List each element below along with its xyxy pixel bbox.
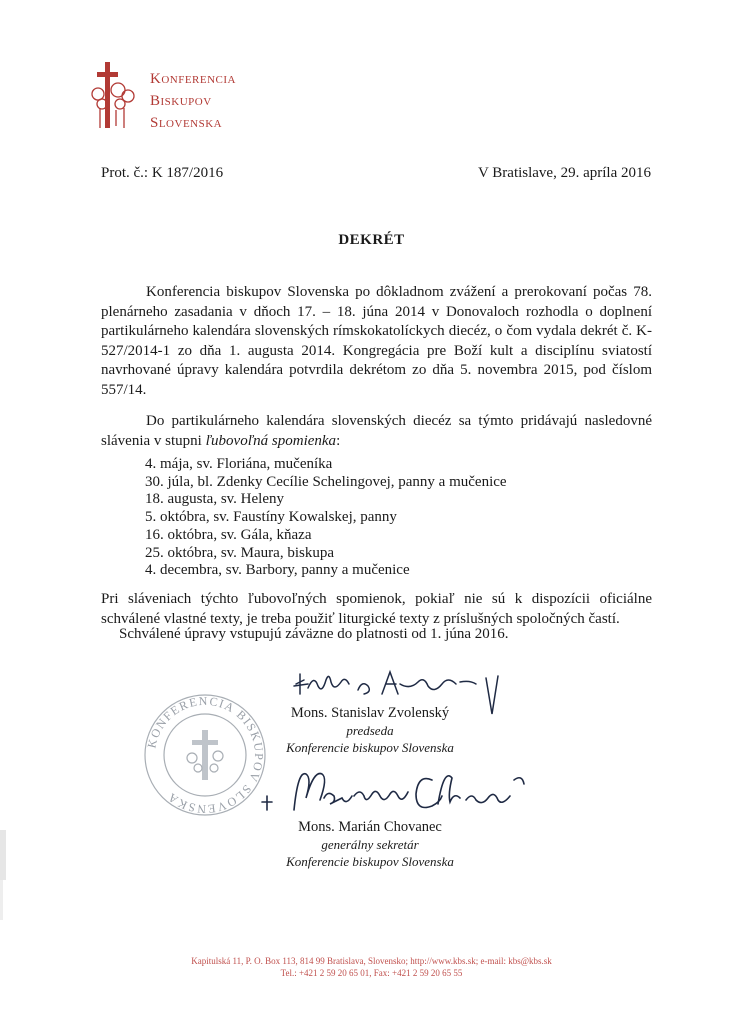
cross-tree-icon: [88, 60, 148, 140]
org-name-line3: Slovenska: [150, 115, 223, 131]
place-date: V Bratislave, 29. apríla 2016: [477, 165, 651, 181]
signatory-role: generálny sekretár: [321, 837, 419, 852]
official-seal: [140, 690, 270, 820]
list-item: 4. decembra, sv. Barbory, panny a mučenice: [145, 562, 410, 579]
signatory-org: Konferencie biskupov Slovenska: [286, 740, 454, 755]
list-item: 25. októbra, sv. Maura, biskupa: [145, 544, 334, 561]
scan-edge-artifact: [0, 880, 3, 920]
signatory-name: Mons. Marián Chovanec: [298, 819, 442, 835]
organization-logo: [88, 60, 258, 140]
list-item: 16. októbra, sv. Gála, kňaza: [145, 526, 312, 543]
celebrations-list: [145, 456, 507, 580]
footer-phone: Tel.: +421 2 59 20 65 01, Fax: +421 2 59 20 65 55: [280, 968, 463, 978]
paragraph-2-suffix: :: [336, 432, 341, 449]
scan-edge-artifact: [0, 830, 6, 880]
signatory-1: [285, 705, 455, 756]
org-name-line2: Biskupov: [150, 93, 212, 109]
list-item: 18. augusta, sv. Heleny: [145, 491, 284, 508]
org-name-line1: Konferencia: [150, 71, 237, 87]
protocol-number: Prot. č.: K 187/2016: [101, 165, 224, 181]
seal-text: KONFERENCIA BISKUPOV SLOVENSKA: [144, 693, 267, 817]
paragraph-4: Schválené úpravy vstupujú záväzne do platnosti od 1. júna 2016.: [119, 626, 509, 642]
list-item: 5. októbra, sv. Faustíny Kowalskej, panny: [145, 509, 397, 526]
signatory-role: predseda: [346, 723, 394, 738]
signatory-org: Konferencie biskupov Slovenska: [286, 854, 454, 869]
signatory-2: [285, 819, 455, 870]
signatory-name: Mons. Stanislav Zvolenský: [290, 705, 450, 721]
paragraph-2-text: Do partikulárneho kalendára slovenských diecéz sa týmto pridávajú nasledovné slávenia v stupni: [101, 413, 652, 449]
paragraph-1: Konferencia biskupov Slovenska po dôkladnom zvážení a prerokovaní počas 78. plenárneho zasadania v dňoch 17. – 18. júna 2014 v Donovaloch rozhodla o doplnení partikulárneho kalendára slovenských rímskokatolíckych diecéz, o čom vydala dekrét č. K-527/2014-1 zo dňa 1. augusta 2014. Kongregácia pre Boží kult a disciplínu sviatostí navrhované úpravy kalendára potvrdila dekrétom zo dňa 5. novembra 2015, pod číslom 557/14.: [101, 284, 652, 398]
document-title: DEKRÉT: [338, 232, 405, 248]
footer-address: Kapitulská 11, P. O. Box 113, 814 99 Bratislava, Slovensko; http://www.kbs.sk; e-mail: kbs@kbs.sk: [191, 956, 552, 966]
paragraph-3: Pri sláveniach týchto ľubovoľných spomienok, pokiaľ nie sú k dispozícii oficiálne schválené vlastné texty, je treba použiť liturgické texty z príslušných spoločných častí.: [101, 591, 652, 627]
list-item: 4. mája, sv. Floriána, mučeníka: [145, 456, 333, 472]
paragraph-2-emphasis: ľubovoľná spomienka: [205, 432, 337, 449]
paragraph-2: [101, 412, 652, 451]
footer-contact: [0, 955, 743, 979]
list-item: 30. júla, bl. Zdenky Cecílie Schelingovej, panny a mučenice: [145, 473, 507, 490]
